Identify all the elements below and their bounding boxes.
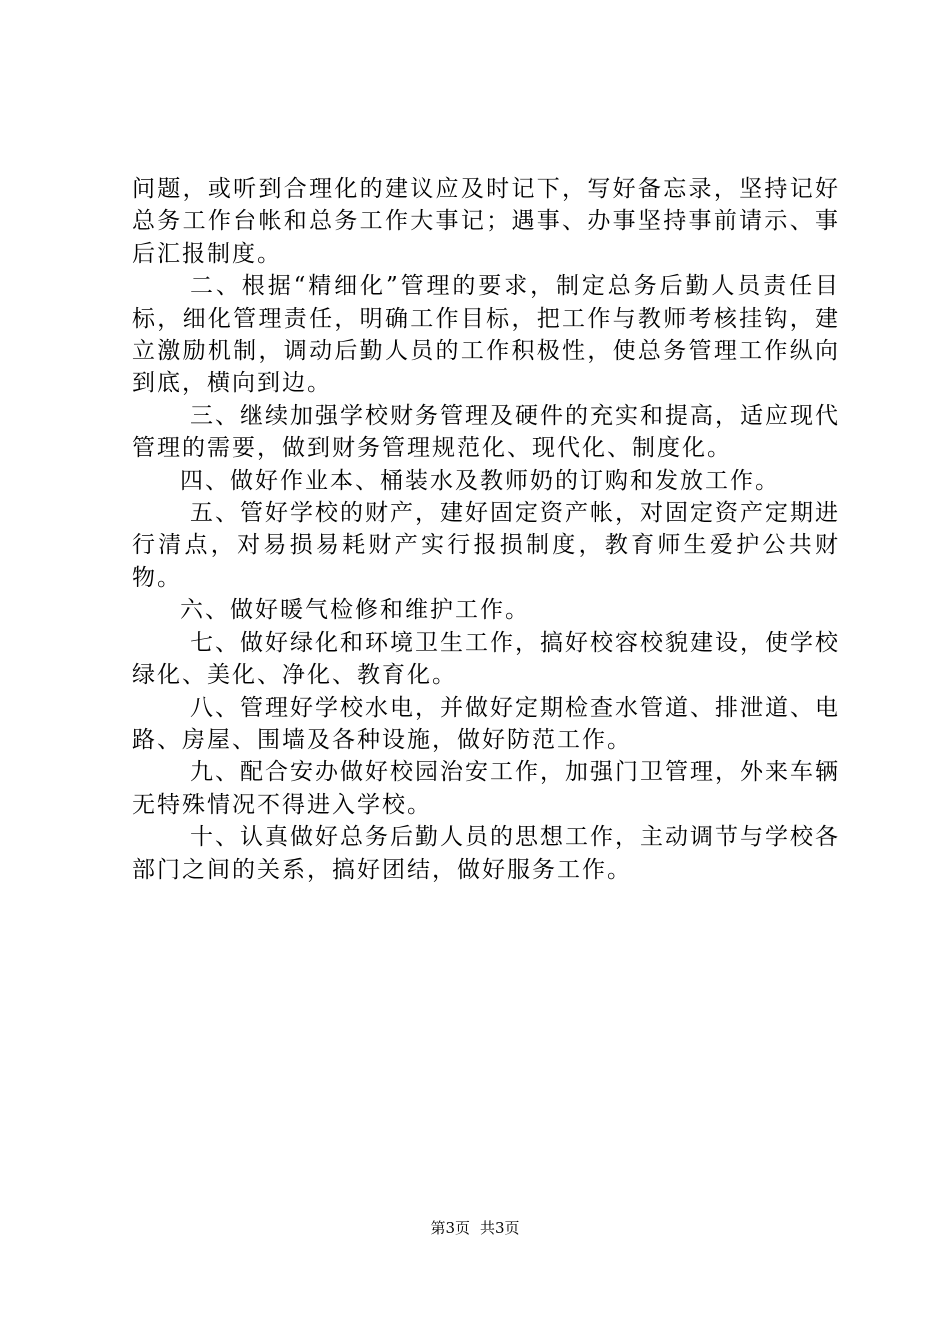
- paragraph-item-3: 三、继续加强学校财务管理及硬件的充实和提高，适应现代管理的需要，做到财务管理规范化、现代化、制度化。: [132, 402, 840, 462]
- page-number-total: 共3页: [480, 1219, 520, 1237]
- paragraph-continuation: 问题，或听到合理化的建议应及时记下，写好备忘录，坚持记好总务工作台帐和总务工作大事记；遇事、办事坚持事前请示、事后汇报制度。: [132, 176, 840, 267]
- paragraph-item-7: 七、做好绿化和环境卫生工作，搞好校容校貌建设，使学校绿化、美化、净化、教育化。: [132, 629, 840, 689]
- page-footer: [0, 1218, 950, 1238]
- paragraph-item-6: 六、做好暖气检修和维护工作。: [180, 597, 530, 624]
- page-number-current: 第3页: [430, 1219, 470, 1237]
- paragraph-item-8: 八、管理好学校水电，并做好定期检查水管道、排泄道、电路、房屋、围墙及各种设施，做好防范工作。: [132, 694, 840, 753]
- paragraph-item-4: 四、做好作业本、桶装水及教师奶的订购和发放工作。: [180, 467, 780, 494]
- document-body: [132, 173, 840, 886]
- paragraph-item-9: 九、配合安办做好校园治安工作，加强门卫管理，外来车辆无特殊情况不得进入学校。: [132, 759, 840, 818]
- paragraph-item-10: 十、认真做好总务后勤人员的思想工作，主动调节与学校各部门之间的关系，搞好团结，做好服务工作。: [132, 824, 840, 883]
- paragraph-item-2: 二、根据“精细化”管理的要求，制定总务后勤人员责任目标，细化管理责任，明确工作目标，把工作与教师考核挂钩，建立激励机制，调动后勤人员的工作积极性，使总务管理工作纵向到底，横向到边。: [132, 273, 840, 397]
- paragraph-item-5: 五、管好学校的财产，建好固定资产帐，对固定资产定期进行清点，对易损易耗财产实行报损制度，教育师生爱护公共财物。: [132, 500, 840, 591]
